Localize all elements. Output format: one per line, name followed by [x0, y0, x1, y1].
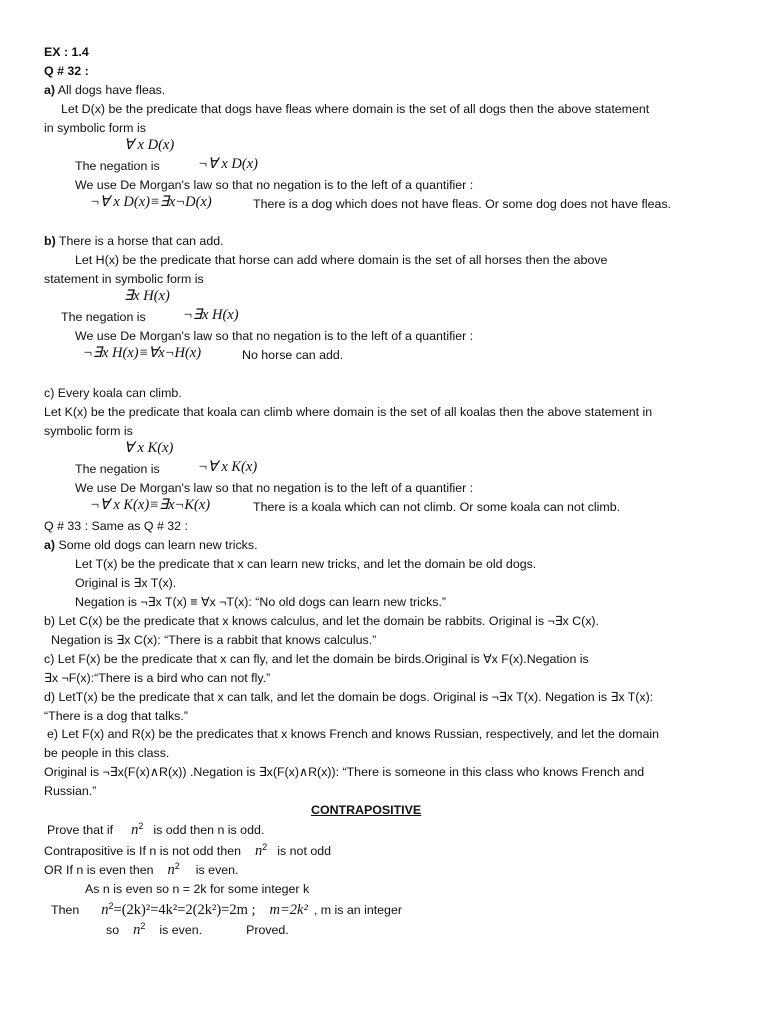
q32c-equivalence: ¬∀ x K(x)≡∃x¬K(x) [90, 497, 211, 513]
q33e-line2: be people in this class. [44, 746, 170, 760]
q32a-demorgan: We use De Morgan's law so that no negation is to the left of a quantifier : [75, 178, 474, 192]
q32a-negation: ¬∀ x D(x) [198, 156, 258, 172]
q33e-line4: Russian.” [44, 784, 97, 798]
q32b-negation: ¬∃x H(x) [183, 307, 239, 323]
contra-line3: OR If n is even then $n^2$ is even. [44, 860, 239, 878]
q32c-conclusion: There is a koala which can not climb. Or some koala can not climb. [253, 500, 621, 514]
question-32-heading: Q # 32 : [44, 64, 89, 78]
q32c-title: c) Every koala can climb. [44, 386, 182, 400]
q32b-demorgan: We use De Morgan's law so that no negation is to the left of a quantifier : [75, 329, 474, 343]
q32a-equivalence: ¬∀ x D(x)≡∃x¬D(x) [90, 194, 212, 210]
q33d-line2: “There is a dog that talks.” [44, 709, 188, 723]
q32c-negation: ¬∀ x K(x) [198, 459, 258, 475]
q32b-para1: Let H(x) be the predicate that horse can add where domain is the set of all horses then the above [75, 253, 608, 267]
q33d-line1: d) LetT(x) be the predicate that x can talk, and let the domain be dogs. Original is ¬∃x T(x). Negation is ∃x T(x): [44, 690, 654, 704]
q32c-para1: Let K(x) be the predicate that koala can climb where domain is the set of all koalas then the above statement in [44, 405, 653, 419]
q33e-line3: Original is ¬∃x(F(x)∧R(x)) .Negation is ∃x(F(x)∧R(x)): “There is someone in this class who knows French and [44, 765, 645, 779]
q32b-title: b) There is a horse that can add. [44, 234, 224, 248]
q33a-line1: Let T(x) be the predicate that x can learn new tricks, and let the domain be old dogs. [75, 557, 537, 571]
q32c-para2: symbolic form is [44, 424, 133, 438]
contra-line2: Contrapositive is If n is not odd then $n^2$ is not odd [44, 841, 331, 859]
q32c-demorgan: We use De Morgan's law so that no negation is to the left of a quantifier : [75, 481, 474, 495]
q32a-symbolic: ∀ x D(x) [124, 137, 175, 153]
q32b-equivalence: ¬∃x H(x)≡∀x¬H(x) [83, 345, 202, 361]
q33c-line1: c) Let F(x) be the predicate that x can fly, and let the domain be birds.Original is ∀x F(x).Negation is [44, 652, 589, 666]
exercise-heading: EX : 1.4 [44, 45, 89, 59]
q32b-para2: statement in symbolic form is [44, 272, 204, 286]
q32a-negation-label: The negation is [75, 159, 160, 173]
contra-line1: Prove that if $n^2$ is odd then n is odd. [47, 820, 265, 838]
contra-line4: As n is even so n = 2k for some integer k [85, 882, 310, 896]
q32c-symbolic: ∀ x K(x) [124, 440, 174, 456]
q32c-negation-label: The negation is [75, 462, 160, 476]
q32a-conclusion: There is a dog which does not have fleas. Or some dog does not have fleas. [253, 197, 672, 211]
q33a-title: a) Some old dogs can learn new tricks. [44, 538, 258, 552]
contra-line5: Then $n^2=(2k)^2=4k^2=2(2k^2)=2m$ ; m=2k² , m is an integer [51, 900, 402, 918]
q33a-line2: Original is ∃x T(x). [75, 576, 177, 590]
q32b-symbolic: ∃x H(x) [124, 288, 170, 304]
q33b-line2: Negation is ∃x C(x): “There is a rabbit that knows calculus.” [51, 633, 377, 647]
q33a-line3: Negation is ¬∃x T(x) ≡ ∀x ¬T(x): “No old dogs can learn new tricks.” [75, 595, 447, 609]
q32b-negation-label: The negation is [61, 310, 146, 324]
q32a-title: a) All dogs have fleas. [44, 83, 166, 97]
q32b-conclusion: No horse can add. [242, 348, 344, 362]
question-33-heading: Q # 33 : Same as Q # 32 : [44, 519, 188, 533]
q33c-line2: ∃x ¬F(x):“There is a bird who can not fly.” [44, 671, 271, 685]
contra-line6: so $n^2$ is even. Proved. [106, 920, 289, 938]
contrapositive-heading: CONTRAPOSITIVE [311, 803, 422, 817]
q33e-line1: e) Let F(x) and R(x) be the predicates that x knows French and knows Russian, respectively, and let the domain [47, 727, 660, 741]
q33b-line1: b) Let C(x) be the predicate that x knows calculus, and let the domain be rabbits. Original is ¬∃x C(x). [44, 614, 599, 628]
q32a-para1: Let D(x) be the predicate that dogs have fleas where domain is the set of all dogs then the above statement [61, 102, 650, 116]
q32a-para2: in symbolic form is [44, 121, 146, 135]
